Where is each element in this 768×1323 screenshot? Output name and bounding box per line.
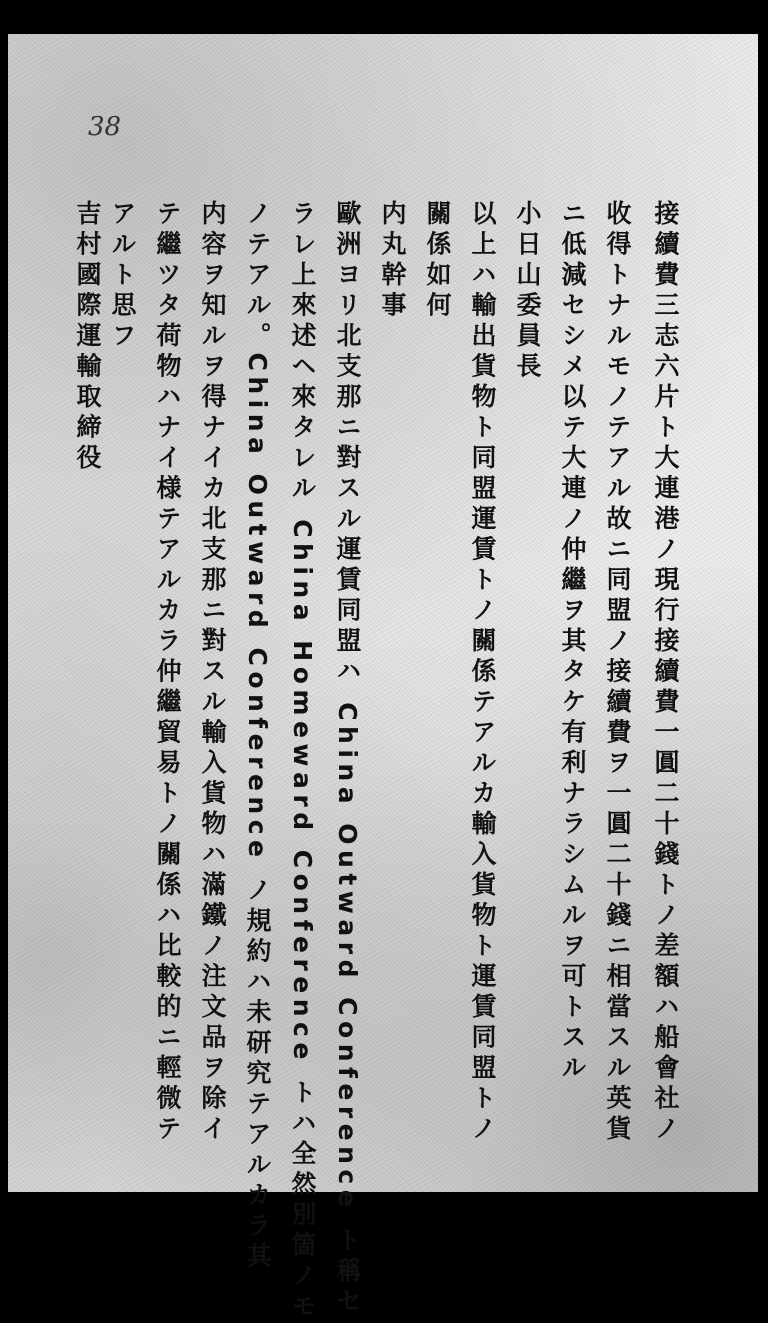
text-column-9: ラレ上來述ヘ來タレル China Homeward Conference トハ全然別箇ノモ [288, 200, 317, 1323]
text-column-3: ニ低減セシメ以テ大連ノ仲繼ヲ其タケ有利ナラシムルヲ可トスル [558, 200, 587, 1085]
text-column-5: 以上ハ輸出貨物ト同盟運賃トノ關係テアルカ輸入貨物ト運賃同盟トノ [468, 200, 497, 1146]
text-column-1: 接續費三志六片ト大連港ノ現行接續費一圓二十錢トノ差額ハ船會社ノ [651, 200, 680, 1146]
text-column-10: ノテアル。China Outward Conference ノ規約ハ未研究テアルカラ其 [243, 200, 272, 1274]
speaker-label-uchimaru: 内丸幹事 [378, 200, 407, 322]
text-column-8: 歐洲ヨリ北支那ニ對スル運賃同盟ハ China Outward Conference ト稱セ [333, 200, 362, 1318]
text-column-11: 内容ヲ知ルヲ得ナイカ北支那ニ對スル輸入貨物ハ滿鐵ノ注文品ヲ除イ [198, 200, 227, 1146]
speaker-label-yoshimura: 吉村國際運輸取締役 [73, 200, 102, 475]
text-column-13: アルト思フ [108, 200, 137, 353]
speaker-label-koyama: 小日山委員長 [513, 200, 542, 383]
text-column-12: テ繼ツタ荷物ハナイ様テアルカラ仲繼貿易トノ關係ハ比較的ニ輕微テ [153, 200, 182, 1146]
text-column-2: 收得トナルモノテアル故ニ同盟ノ接續費ヲ一圓二十錢ニ相當スル英貨 [603, 200, 632, 1146]
text-column-6: 關係如何 [423, 200, 452, 322]
page-number: 38 [88, 112, 122, 142]
